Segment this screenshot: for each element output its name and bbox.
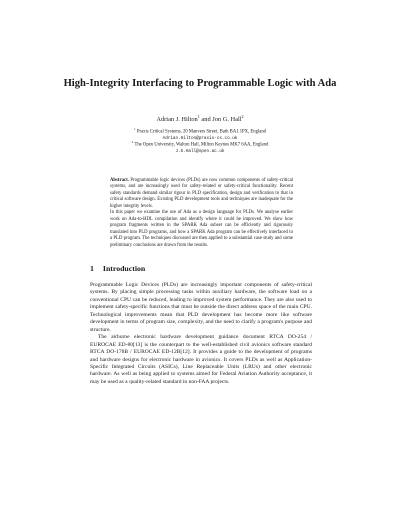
author-line [60,113,340,124]
affiliation-organization: The Open University, Walton Hall, Milton Keynes MK7 6AA, England [134,142,269,148]
abstract [110,178,293,249]
affiliation-email: J.G.Hall@open.ac.uk [175,148,225,154]
affiliation-organization: Praxis Critical Systems, 20 Manvers Street, Bath BA1 1PX, England [136,129,267,135]
affiliation-mark: 1 [133,127,136,131]
author-name: Jon G. Hall [212,116,242,124]
section-number: 1 [90,264,94,273]
affiliation [96,139,304,155]
abstract-paragraph: In this paper we examine the use of Ada as a design language for PLDs. We analyse earlier work on Ada-to-HDL compilation and identify where it could be improved. We show how program fragments written in the SPARK Ada subset can be efficiently and rigorously translated into PLD programs, and how a SPARK Ada program can be effectively interfaced to a PLD program. The techniques discussed are then applied to a substantial case study and some preliminary conclusions are drawn from the results. [110,210,293,248]
paper-title: High-Integrity Interfacing to Programmable Logic with Ada [63,78,337,89]
section-body [90,282,312,386]
body-paragraph: Programmable Logic Devices (PLDs) are increasingly important components of safety-critical systems. By placing simple processing tasks within auxiliary hardware, the software load on a conventional CPU can be reduced, leading to improved system performance. They are also used to implement safety-specific functions that must be outside the direct address space of the main CPU. Technological improvements mean that PLD development has become more like software development in terms of program size, complexity, and the need to clarify a program's purpose and structure. [90,282,312,333]
author-name: Adrian J. Hilton [156,116,198,124]
abstract-label: Abstract. [110,178,129,183]
affiliation-email: Adrian.Hilton@praxis-cs.co.uk [162,135,238,141]
abstract-paragraph [110,178,293,210]
abstract-text: Programmable logic devices (PLDs) are now common components of safety-critical systems, and are increasingly used for safety-related or safety-critical functionality. Recent safety standards demand similar rigour in PLD specification, design and verification to that in critical software design. Existing PLD development tools and techniques are inadequate for the higher integrity levels. [110,178,294,209]
author-footnote-mark: 2 [241,114,244,119]
author-joiner: and [199,116,213,124]
affiliation-mark: 2 [131,140,134,144]
author-footnote-mark: 1 [197,114,200,119]
section-title: Introduction [102,264,146,273]
section-heading [90,264,145,273]
body-paragraph: The airborne electronic hardware development guidance document RTCA DO-254 / EUROCAE ED-80[13] is the counterpart to the well-established civil avionics software standard RTCA DO-178B / EUROCAE ED-12B[12]. It provides a guide to the development of programs and hardware designs for electronic hardware in avionics. It covers PLDs as well as Application-Specific Integrated Circuits (ASICs), Line Replaceable Units (LRUs) and other electronic hardware. As well as being applied to systems aimed for Federal Aviation Authority acceptance, it may be used as a quality-related standard in non-FAA projects. [90,334,312,385]
